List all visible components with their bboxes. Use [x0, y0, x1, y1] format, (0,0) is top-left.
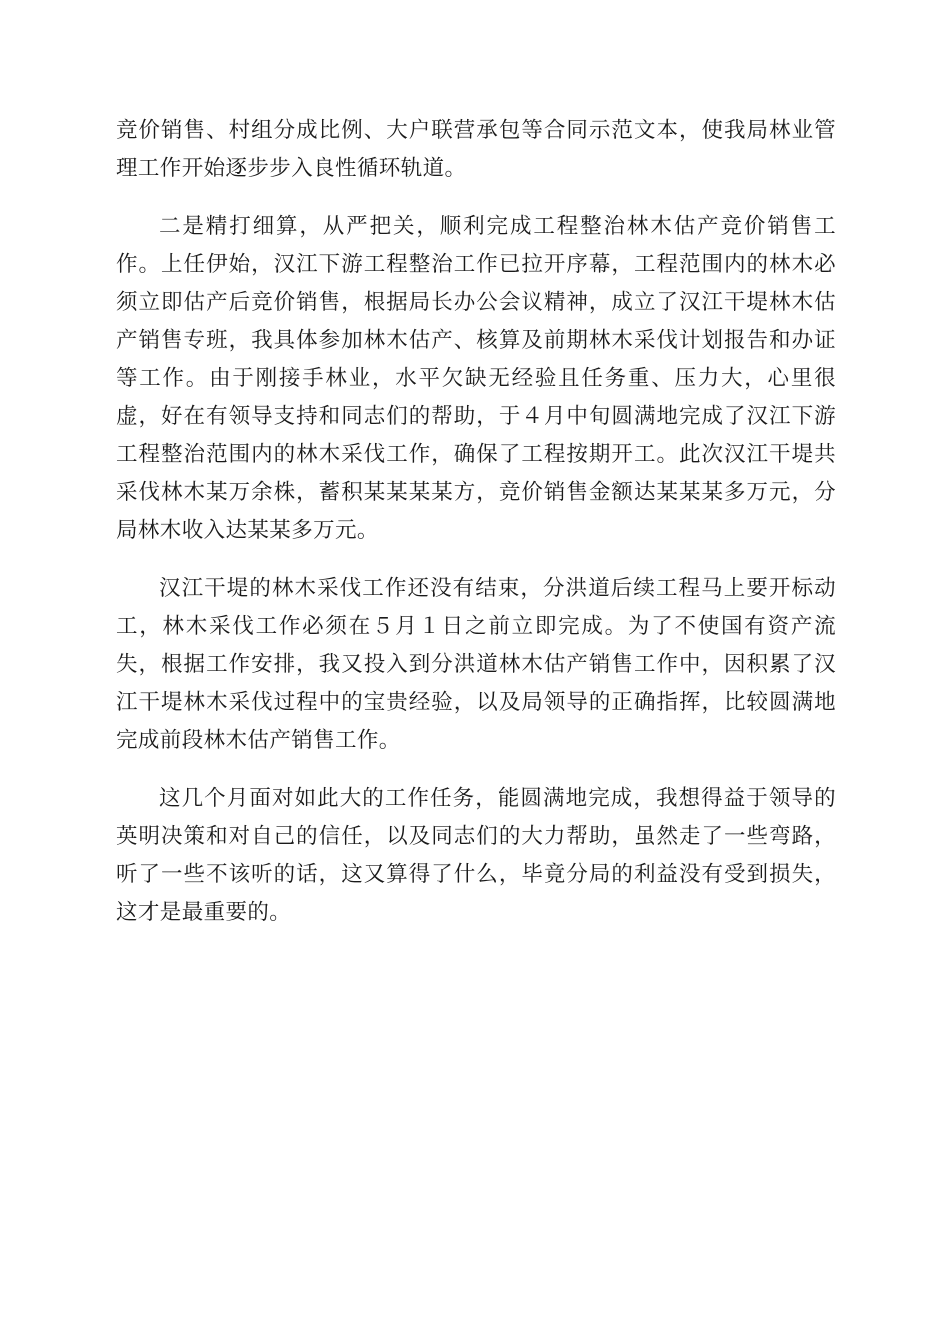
paragraph-flood-channel-work: 汉江干堤的林木采伐工作还没有结束，分洪道后续工程马上要开标动工，林木采伐工作必须在５月１日之前立即完成。为了不使国有资产流失，根据工作安排，我又投入到分洪道林木估产销售工作中，因积累了汉江干堤林木采伐过程中的宝贵经验，以及局领导的正确指挥，比较圆满地完成前段林木估产销售工作。 — [116, 576, 836, 753]
document-body — [116, 112, 836, 932]
paragraph-project-timber-sale: 二是精打细算，从严把关，顺利完成工程整治林木估产竞价销售工作。上任伊始，汉江下游工程整治工作已拉开序幕，工程范围内的林木必须立即估产后竞价销售，根据局长办公会议精神，成立了汉江干堤林木估产销售专班，我具体参加林木估产、核算及前期林木采伐计划报告和办证等工作。由于刚接手林业，水平欠缺无经验且任务重、压力大，心里很虚，好在有领导支持和同志们的帮助，于４月中旬圆满地完成了汉江下游工程整治范围内的林木采伐工作，确保了工程按期开工。此次汉江干堤共采伐林木某万余株，蓄积某某某某方，竞价销售金额达某某某多万元，分局林木收入达某某多万元。 — [116, 214, 836, 543]
paragraph-continuation: 竞价销售、村组分成比例、大户联营承包等合同示范文本，使我局林业管理工作开始逐步步入良性循环轨道。 — [116, 118, 836, 181]
paragraph-summary: 这几个月面对如此大的工作任务，能圆满地完成，我想得益于领导的英明决策和对自己的信任，以及同志们的大力帮助，虽然走了一些弯路，听了一些不该听的话，这又算得了什么，毕竟分局的利益没有受到损失，这才是最重要的。 — [116, 786, 836, 925]
